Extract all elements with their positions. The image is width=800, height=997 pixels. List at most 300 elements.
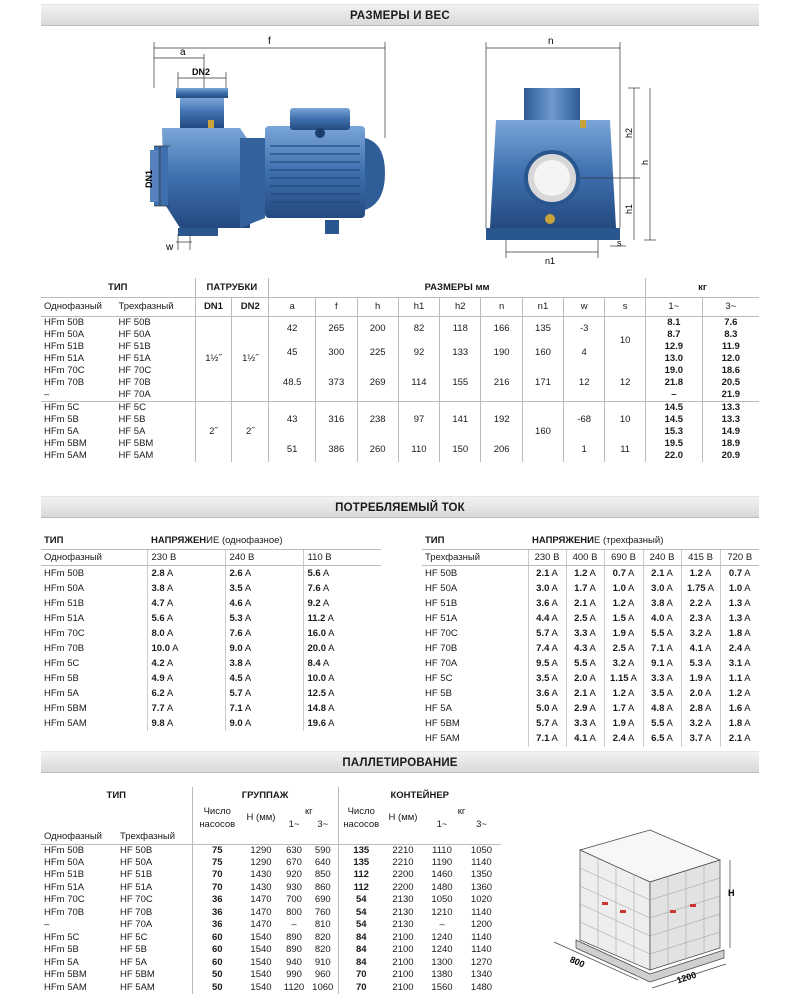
group-value: 910 [314, 956, 331, 968]
table-cell: HF 70B [118, 376, 151, 388]
current-value: 1.5 A [604, 611, 643, 626]
current-value: 3.0 A [528, 581, 566, 596]
cur1-hdr-sub: Однофазный [41, 549, 147, 565]
table-row: HFm 5A [44, 425, 79, 437]
dim-label-dn2: DN2 [192, 67, 211, 77]
group-value: 36 [192, 894, 242, 907]
table-cell: 4 [564, 341, 605, 365]
pal-hdr-h: H (мм) [246, 812, 276, 823]
table-cell: 160 [522, 341, 563, 365]
table-cell: 11 [605, 438, 646, 462]
current-value: 3.5 A [643, 686, 681, 701]
current-value: 3.3 A [566, 716, 604, 731]
table-cell: 20.9 [702, 450, 759, 462]
model-single: HFm 5AM [44, 981, 87, 993]
current-value: 2.3 A [681, 611, 720, 626]
pump-drawings [140, 28, 660, 268]
container-value: 84 [338, 932, 384, 945]
container-value: 1200 [470, 919, 493, 931]
group-value: – [291, 919, 297, 931]
dim-label-h1: h1 [624, 203, 634, 214]
model-name: HF 5AM [425, 733, 460, 745]
current-value: 3.2 A [604, 656, 643, 671]
table-cell: 12 [605, 365, 646, 402]
table-row: HFm 70C [44, 364, 85, 376]
group-value: 820 [314, 931, 331, 943]
table-row: HFm 50A [44, 328, 85, 340]
model-three: HF 70B [120, 906, 153, 918]
current-value: 10.0 A [147, 641, 225, 656]
table-row [41, 944, 501, 957]
model-name: HF 50A [425, 582, 458, 594]
table-cell: 18.6 [702, 365, 759, 377]
model-single: HFm 50B [44, 844, 85, 856]
current-value: 1.9 A [604, 716, 643, 731]
group-value: 890 [286, 944, 302, 956]
current-value: 11.2 A [303, 611, 381, 626]
cur3-volt-3: 240 В [643, 549, 681, 565]
pallet-dim-1200: 1200 [675, 969, 698, 986]
model-name: HF 5C [425, 673, 453, 685]
table-cell: 260 [357, 438, 398, 462]
pal-hdr-count: Число [192, 805, 242, 818]
table-cell: 238 [357, 401, 398, 438]
table-row: HFm 5AM [44, 449, 87, 461]
model-name: HFm 5AM [44, 718, 87, 730]
table-cell: 12.9 [646, 341, 703, 353]
table-cell: 21.8 [646, 377, 703, 389]
table-row [422, 641, 759, 656]
section-header-current: ПОТРЕБЛЯЕМЫЙ ТОК [41, 496, 759, 518]
model-name: HFm 50A [44, 582, 85, 594]
group-value: 810 [314, 919, 331, 931]
group-value: 920 [286, 869, 302, 881]
current-value: 8.4 A [303, 656, 381, 671]
current-value: 2.1 A [720, 731, 759, 746]
current-value: 4.9 A [147, 671, 225, 686]
table-row [41, 857, 501, 870]
table-cell: HF 70A [118, 388, 151, 400]
container-value: 1460 [431, 869, 453, 881]
table-row [41, 701, 381, 716]
table-cell: 373 [316, 365, 357, 402]
table-cell: 48.5 [269, 365, 316, 402]
model-name: HF 5B [425, 688, 452, 700]
group-value: 1470 [250, 906, 272, 918]
hdr-ports: ПАТРУБКИ [195, 278, 269, 297]
model-name: HF 70C [425, 627, 458, 639]
current-value: 3.8 A [147, 581, 225, 596]
group-value: 1540 [250, 969, 272, 981]
table-cell: 19.0 [646, 365, 703, 377]
model-three: HF 50B [120, 844, 153, 856]
cur1-hdr-type: ТИП [41, 532, 147, 549]
table-cell: HF 50B [118, 316, 151, 328]
group-value: 70 [192, 869, 242, 882]
current-value: 1.6 A [720, 701, 759, 716]
model-single: HFm 51B [44, 869, 85, 881]
current-value: 7.1 A [225, 701, 303, 716]
current-value: 9.8 A [147, 716, 225, 731]
current-value: 3.3 A [566, 626, 604, 641]
group-value: 1540 [250, 944, 272, 956]
cur3-volt-5: 720 В [720, 549, 759, 565]
container-value: 1240 [431, 931, 453, 943]
dim-label-f: f [268, 36, 271, 47]
table-cell: 10 [605, 316, 646, 365]
group-value: 1430 [250, 881, 272, 893]
table-cell: 14.9 [702, 426, 759, 438]
current-value: 5.7 A [528, 626, 566, 641]
group-value: 75 [192, 844, 242, 857]
current-value: 4.3 A [566, 641, 604, 656]
current-value: 2.1 A [566, 686, 604, 701]
group-value: 590 [314, 844, 331, 856]
table-cell: HF 50A [118, 328, 151, 340]
cur3-hdr-volt: НАПРЯЖЕНИ [532, 534, 594, 546]
table-row [41, 565, 381, 581]
current-value: 2.1 A [643, 565, 681, 581]
cur3-volt-0: 230 В [528, 549, 566, 565]
model-name: HFm 5B [44, 673, 79, 685]
table-cell: 133 [440, 341, 481, 365]
table-cell: 206 [481, 438, 522, 462]
table-row [41, 969, 501, 982]
table-cell: HF 70C [118, 364, 152, 376]
container-value: 135 [338, 857, 384, 870]
current-value: 4.2 A [147, 656, 225, 671]
table-cell: 8.3 [702, 329, 759, 341]
container-value: 2130 [392, 894, 414, 906]
container-value: 70 [338, 982, 384, 995]
table-row [41, 869, 501, 882]
pal-hdr-3: 3~ [317, 818, 329, 830]
table-cell: 51 [269, 438, 316, 462]
group-value: 60 [192, 957, 242, 970]
container-value: 1480 [431, 881, 453, 893]
group-value: 1290 [250, 844, 272, 856]
pal-hdr-group: ГРУППАЖ [192, 787, 338, 805]
model-name: HF 50B [425, 567, 458, 579]
model-three: HF 5A [120, 956, 147, 968]
hdr-single: Однофазный [41, 297, 116, 316]
current-value: 2.9 A [566, 701, 604, 716]
container-value: 2130 [392, 906, 414, 918]
container-value: 54 [338, 907, 384, 920]
current-value: 5.5 A [566, 656, 604, 671]
model-name: HF 51A [425, 612, 458, 624]
group-value: 1060 [312, 981, 334, 993]
group-value: 860 [314, 881, 331, 893]
table-row [422, 731, 759, 746]
group-value: 50 [192, 969, 242, 982]
table-cell: 8.1 [646, 316, 703, 329]
pal-hdr-cont: КОНТЕЙНЕР [338, 787, 501, 805]
current-single-phase-table [41, 532, 381, 731]
model-single: HFm 50A [44, 856, 85, 868]
pump-side-view [150, 88, 385, 236]
current-value: 4.6 A [225, 596, 303, 611]
current-value: 5.7 A [225, 686, 303, 701]
group-value: 890 [286, 931, 302, 943]
hdr-h: h [357, 297, 398, 316]
group-value: 850 [314, 869, 331, 881]
model-single: HFm 5A [44, 956, 79, 968]
current-value: 1.2 A [720, 686, 759, 701]
group-value: 640 [314, 856, 331, 868]
model-name: HFm 50B [44, 567, 85, 579]
table-cell: -3 [564, 316, 605, 341]
cur3-hdr-volt-rest: Е (трехфазный) [593, 534, 664, 546]
dim-label-h2: h2 [624, 127, 634, 138]
model-single: HFm 5BM [44, 969, 87, 981]
table-cell: 13.3 [702, 401, 759, 414]
table-cell: 12 [564, 365, 605, 402]
hdr-a: a [269, 297, 316, 316]
cur1-volt-1: 240 В [225, 549, 303, 565]
current-value: 1.7 A [566, 581, 604, 596]
hdr-dn1: DN1 [195, 297, 232, 316]
table-cell: – [646, 389, 703, 402]
table-cell: 45 [269, 341, 316, 365]
table-cell: 160 [522, 401, 563, 462]
current-value: 7.6 A [303, 581, 381, 596]
container-value: 112 [338, 869, 384, 882]
table-cell: 190 [481, 341, 522, 365]
table-cell: 82 [398, 316, 439, 341]
table-row [41, 686, 381, 701]
model-three: HF 70C [120, 894, 153, 906]
pal-hdr-h-c: H (мм) [388, 812, 418, 823]
container-value: 1240 [431, 944, 453, 956]
container-value: 1210 [431, 906, 453, 918]
hdr-s: s [605, 297, 646, 316]
current-value: 1.2 A [604, 596, 643, 611]
pal-hdr-count2-c: насосов [338, 818, 384, 831]
table-cell: -68 [564, 401, 605, 438]
dimensions-table [41, 278, 759, 462]
model-name: HF 5BM [425, 718, 460, 730]
current-value: 3.1 A [720, 656, 759, 671]
current-value: 2.6 A [225, 565, 303, 581]
container-value: 2100 [392, 944, 414, 956]
model-name: HF 70B [425, 642, 458, 654]
section-header-dims: РАЗМЕРЫ И ВЕС [41, 4, 759, 26]
group-value: 1430 [250, 869, 272, 881]
table-cell: 386 [316, 438, 357, 462]
table-row [422, 581, 759, 596]
current-value: 4.7 A [147, 596, 225, 611]
table-cell: 150 [440, 438, 481, 462]
model-name: HFm 51A [44, 612, 85, 624]
table-row [422, 686, 759, 701]
current-value: 0.7 A [604, 565, 643, 581]
table-cell: HF 5A [118, 425, 146, 437]
table-row [41, 596, 381, 611]
table-row: HFm 70B [44, 376, 85, 388]
table-cell: 265 [316, 316, 357, 341]
model-name: HFm 70C [44, 627, 85, 639]
group-value: 1540 [250, 981, 272, 993]
pallet-illustration [540, 810, 740, 990]
table-cell: HF 5AM [118, 449, 154, 461]
table-cell: 13.3 [702, 414, 759, 426]
table-row [422, 671, 759, 686]
table-row [422, 626, 759, 641]
table-cell: 43 [269, 401, 316, 438]
hdr-kg1: 1~ [646, 297, 703, 316]
table-cell: 22.0 [646, 450, 703, 462]
container-value: 54 [338, 894, 384, 907]
table-cell: 225 [357, 341, 398, 365]
table-row: – [44, 388, 50, 400]
dim-label-a: a [180, 47, 186, 58]
group-value: 1290 [250, 856, 272, 868]
hdr-type: ТИП [41, 278, 195, 297]
current-value: 9.0 A [225, 716, 303, 731]
cur3-volt-4: 415 В [681, 549, 720, 565]
table-cell: 141 [440, 401, 481, 438]
container-value: 1560 [431, 981, 453, 993]
model-three: HF 5BM [120, 969, 155, 981]
current-value: 1.0 A [720, 581, 759, 596]
cur1-volt-0: 230 В [147, 549, 225, 565]
table-cell: 1 [564, 438, 605, 462]
table-row [41, 894, 501, 907]
table-cell: HF 5B [118, 413, 146, 425]
current-value: 1.1 A [720, 671, 759, 686]
group-value: 700 [286, 894, 302, 906]
cur1-volt-2: 110 В [303, 549, 381, 565]
container-value: 1050 [470, 844, 493, 856]
current-value: 4.8 A [643, 701, 681, 716]
container-value: 1360 [470, 881, 493, 893]
current-value: 3.5 A [528, 671, 566, 686]
current-value: 8.0 A [147, 626, 225, 641]
current-value: 1.15 A [604, 671, 643, 686]
model-name: HFm 5C [44, 658, 80, 670]
group-value: 990 [286, 969, 302, 981]
pal-hdr-kg: кг [304, 805, 313, 817]
current-value: 5.5 A [643, 716, 681, 731]
current-value: 3.2 A [681, 626, 720, 641]
dim-label-n1: n1 [545, 256, 556, 266]
container-value: 1350 [470, 869, 493, 881]
model-three: HF 70A [120, 919, 153, 931]
current-value: 1.8 A [720, 716, 759, 731]
table-cell: 135 [522, 316, 563, 341]
current-value: 5.7 A [528, 716, 566, 731]
current-value: 2.5 A [566, 611, 604, 626]
current-value: 3.8 A [225, 656, 303, 671]
current-value: 1.75 A [681, 581, 720, 596]
container-value: 2210 [392, 856, 414, 868]
group-value: 800 [286, 906, 302, 918]
group-value: 60 [192, 932, 242, 945]
model-three: HF 50A [120, 856, 153, 868]
model-three: HF 5AM [120, 981, 155, 993]
current-value: 1.3 A [720, 611, 759, 626]
container-value: 1110 [432, 844, 452, 856]
container-value: 1140 [471, 944, 492, 956]
group-value: 630 [286, 844, 302, 856]
current-value: 19.6 A [303, 716, 381, 731]
table-row [41, 641, 381, 656]
model-single: HFm 70C [44, 894, 85, 906]
table-cell: 13.0 [646, 353, 703, 365]
cur3-hdr-sub: Трехфазный [422, 549, 528, 565]
current-value: 9.5 A [528, 656, 566, 671]
container-value: 1340 [470, 969, 493, 981]
dn2-b: 2˝ [232, 401, 269, 462]
pump-front-view [486, 88, 620, 240]
container-value: 1190 [431, 856, 453, 868]
container-value: 1270 [470, 956, 493, 968]
current-value: 3.5 A [225, 581, 303, 596]
table-cell: 166 [481, 316, 522, 341]
table-cell: 216 [481, 365, 522, 402]
container-value: 84 [338, 944, 384, 957]
model-name: HFm 5A [44, 688, 79, 700]
hdr-dn2: DN2 [232, 297, 269, 316]
container-value: – [439, 919, 445, 931]
table-cell: 21.9 [702, 389, 759, 402]
current-value: 4.0 A [643, 611, 681, 626]
table-row [41, 844, 501, 857]
model-three: HF 51B [120, 869, 153, 881]
table-cell: 11.9 [702, 341, 759, 353]
current-value: 3.0 A [643, 581, 681, 596]
current-value: 2.0 A [566, 671, 604, 686]
container-value: 112 [338, 882, 384, 895]
current-value: 2.2 A [681, 596, 720, 611]
pal-hdr-kg-c: кг [457, 805, 466, 817]
dn1-a: 1½˝ [195, 316, 232, 401]
table-row [422, 611, 759, 626]
table-row [41, 882, 501, 895]
model-name: HFm 51B [44, 597, 85, 609]
current-three-phase-table [422, 532, 759, 747]
container-value: 2100 [392, 981, 414, 993]
pallet-table [41, 787, 501, 994]
cur1-hdr-volt: НАПРЯЖЕН [151, 534, 207, 546]
container-value: 135 [338, 844, 384, 857]
model-three: HF 51A [120, 881, 153, 893]
hdr-kg: кг [646, 278, 760, 297]
table-cell: 316 [316, 401, 357, 438]
current-value: 9.2 A [303, 596, 381, 611]
group-value: 1470 [250, 919, 272, 931]
dim-label-s: s [617, 238, 622, 248]
table-cell: 97 [398, 401, 439, 438]
dim-label-h: h [640, 159, 650, 165]
hdr-n1: n1 [522, 297, 563, 316]
current-value: 5.0 A [528, 701, 566, 716]
container-value: 1480 [470, 981, 493, 993]
model-name: HFm 5BM [44, 703, 87, 715]
table-cell: 118 [440, 316, 481, 341]
container-value: 1050 [431, 894, 453, 906]
current-value: 1.2 A [566, 565, 604, 581]
current-value: 7.4 A [528, 641, 566, 656]
current-value: 0.7 A [720, 565, 759, 581]
table-cell: 110 [398, 438, 439, 462]
current-value: 12.5 A [303, 686, 381, 701]
cur3-volt-1: 400 В [566, 549, 604, 565]
current-value: 1.0 A [604, 581, 643, 596]
current-value: 2.4 A [720, 641, 759, 656]
pal-hdr-1: 1~ [288, 818, 300, 830]
